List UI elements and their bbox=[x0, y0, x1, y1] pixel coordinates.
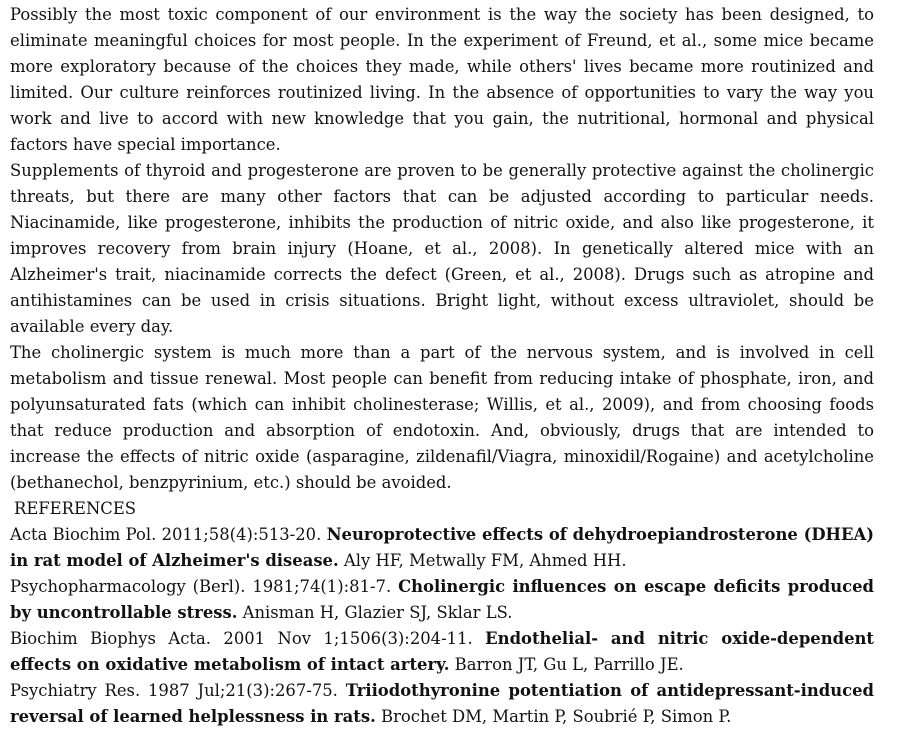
body-paragraph: Possibly the most toxic component of our environment is the way the society has been designed, to eliminate meaningful choices for most people. In the experiment of Freund, et al., some mice became more exploratory because of the choices they made, while others' lives became more routinized and limited. Our culture reinforces routinized living. In the absence of opportunities to vary the way you work and live to accord with new knowledge that you gain, the nutritional, hormonal and physical factors have special importance. bbox=[10, 5, 874, 154]
reference-citation: Psychiatry Res. 1987 Jul;21(3):267-75. bbox=[10, 681, 338, 700]
reference-item bbox=[10, 626, 874, 678]
reference-item bbox=[10, 574, 874, 626]
reference-citation: Acta Biochim Pol. 2011;58(4):513-20. bbox=[10, 525, 322, 544]
reference-title: Triiodothyronine potentiation of antidepressant-induced reversal of learned helplessness in rats. bbox=[10, 681, 874, 726]
reference-title: Endothelial- and nitric oxide-dependent effects on oxidative metabolism of intact artery. bbox=[10, 629, 874, 674]
reference-authors: Aly HF, Metwally FM, Ahmed HH. bbox=[343, 551, 627, 570]
reference-citation: Psychopharmacology (Berl). 1981;74(1):81-7. bbox=[10, 577, 392, 596]
reference-item bbox=[10, 678, 874, 730]
reference-authors: Barron JT, Gu L, Parrillo JE. bbox=[454, 655, 684, 674]
reference-title: Neuroprotective effects of dehydroepiandrosterone (DHEA) in rat model of Alzheimer's disease. bbox=[10, 525, 874, 570]
references-heading: REFERENCES bbox=[14, 499, 137, 518]
reference-authors: Anisman H, Glazier SJ, Sklar LS. bbox=[242, 603, 513, 622]
reference-item bbox=[10, 522, 874, 574]
reference-title: Cholinergic influences on escape deficits produced by uncontrollable stress. bbox=[10, 577, 874, 622]
article-body bbox=[10, 2, 874, 730]
body-paragraph: Supplements of thyroid and progesterone are proven to be generally protective against the cholinergic threats, but there are many other factors that can be adjusted according to particular needs. Niacinamide, like progesterone, inhibits the production of nitric oxide, and also like progesterone, it improves recovery from brain injury (Hoane, et al., 2008). In genetically altered mice with an Alzheimer's trait, niacinamide corrects the defect (Green, et al., 2008). Drugs such as atropine and antihistamines can be used in crisis situations. Bright light, without excess ultraviolet, should be available every day. bbox=[10, 161, 874, 336]
reference-citation: Biochim Biophys Acta. 2001 Nov 1;1506(3):204-11. bbox=[10, 629, 473, 648]
body-paragraph: The cholinergic system is much more than a part of the nervous system, and is involved in cell metabolism and tissue renewal. Most people can benefit from reducing intake of phosphate, iron, and polyunsaturated fats (which can inhibit cholinesterase; Willis, et al., 2009), and from choosing foods that reduce production and absorption of endotoxin. And, obviously, drugs that are intended to increase the effects of nitric oxide (asparagine, zildenafil/Viagra, minoxidil/Rogaine) and acetylcholine (bethanechol, benzpyrinium, etc.) should be avoided. bbox=[10, 343, 874, 492]
reference-authors: Brochet DM, Martin P, Soubrié P, Simon P. bbox=[381, 707, 732, 726]
